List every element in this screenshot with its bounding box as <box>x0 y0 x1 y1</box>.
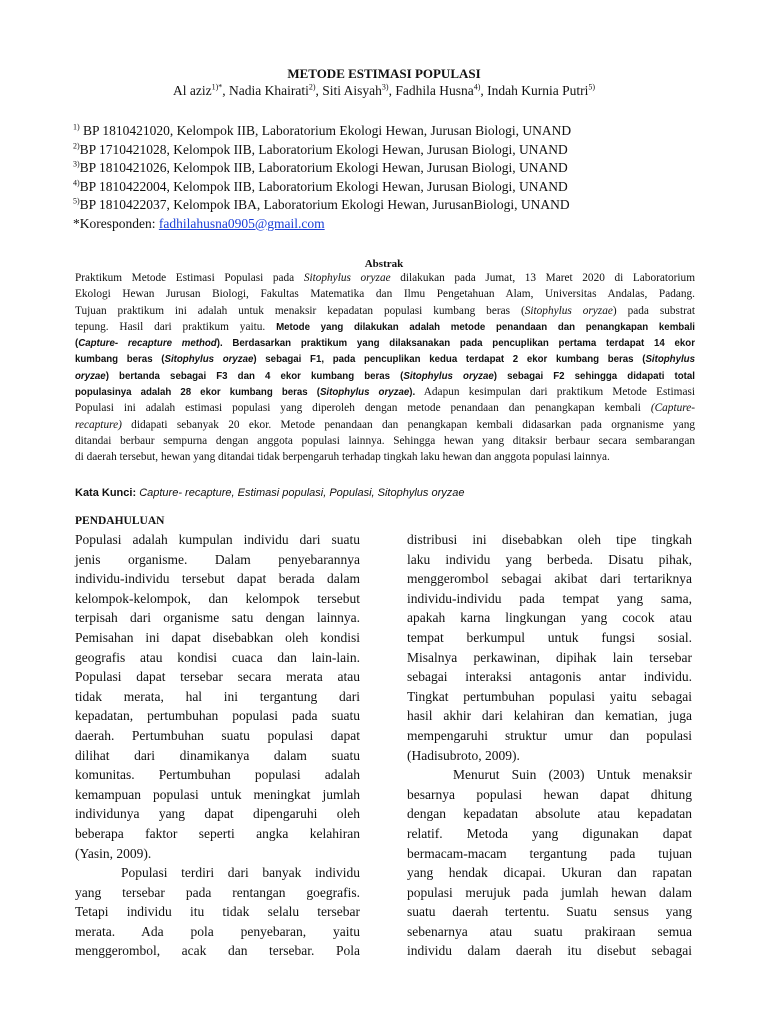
body-text-line: sebenarnya atau suatu prakiraan semua <box>407 923 692 939</box>
body-text-line: bermacam-macam tergantung pada tujuan <box>407 845 692 861</box>
affiliation-mark: 3) <box>73 159 80 169</box>
affiliation-text: BP 1810422004, Kelompok IIB, Laboratorium Ekologi Hewan, Jurusan Biologi, UNAND <box>79 178 568 194</box>
abstract-text-run: ( <box>75 338 79 350</box>
affiliation-text: BP 1810422037, Kelompok IBA, Laboratorium Ekologi Hewan, JurusanBiologi, UNAND <box>79 197 570 212</box>
abstract-text-run: tepung. Hasil dari praktikum yaitu. <box>75 320 277 333</box>
body-text-line: individunya yang dapat dipengaruhi oleh <box>75 806 360 822</box>
affiliation-line <box>73 122 571 141</box>
body-text-line: yang tersebar pada rentangan goegrafis. <box>75 884 360 900</box>
affiliation-text: BP 1810421026, Kelompok IIB, Laboratorium Ekologi Hewan, Jurusan Biologi, UNAND <box>79 160 568 175</box>
abstract-text-run: Tujuan praktikum ini adalah untuk menaksir kepadatan populasi kumbang beras ( <box>75 304 525 317</box>
author-separator: , <box>222 83 229 98</box>
affiliation-mark: 5) <box>73 196 80 206</box>
keywords-label: Kata Kunci: <box>75 487 140 499</box>
author-name: Fadhila Husna <box>395 83 474 98</box>
abstract-text-run: ditandai berbaur sempurna dengan anggota populasi lainnya. Sehingga hewan yang ditaksir berbaur secara sembarangan <box>75 434 695 447</box>
body-text-line: menggerombol, acak dan tersebar. Pola <box>75 943 360 959</box>
abstract-text-run: Sitophylus oryzae <box>319 387 410 399</box>
abstract-text-run: Sitophylus oryzae <box>403 370 494 382</box>
abstract-text-run: Metode yang dilakukan adalah metode penandaan dan penangkapan kembali <box>276 321 695 333</box>
body-text-line: (Hadisubroto, 2009). <box>407 747 520 763</box>
author-name: Nadia Khairati <box>229 83 309 98</box>
abstract-line <box>75 417 695 433</box>
section-heading: PENDAHULUAN <box>75 515 165 527</box>
abstract-line <box>75 286 695 302</box>
abstract-text-run: Praktikum Metode Estimasi Populasi pada <box>75 272 304 284</box>
abstract-line <box>75 351 695 367</box>
body-text-line: terpisah dari organisme satu dengan lainnya. <box>75 610 360 626</box>
correspondent-email-link[interactable]: fadhilahusna0905@gmail.com <box>158 215 325 231</box>
body-text-line: merata. Ada pola penyebaran, yaitu <box>75 923 360 939</box>
body-text-line: komunitas. Pertumbuhan populasi adalah <box>75 767 360 783</box>
body-text-line: jenis organisme. Dalam penyebarannya <box>75 551 360 567</box>
body-text-line: populasi merujuk pada jumlah hewan dalam <box>407 884 692 900</box>
author-affiliation-mark: 5) <box>588 82 596 92</box>
abstract-text-run: ) bertanda sebagai F3 dan 4 ekor kumbang beras ( <box>105 370 404 382</box>
body-text-line: Populasi terdiri dari banyak individu <box>121 865 360 881</box>
abstract-text-run: Adapun kesimpulan dari praktikum Metode Estimasi <box>415 386 695 399</box>
body-text-line: individu-individu pada tempat yang sama, <box>407 590 692 606</box>
body-text-line: individu dalam daerah itu disebut sebagai <box>407 943 692 959</box>
affiliation-mark: 1) <box>73 122 80 132</box>
abstract-heading: Abstrak <box>364 258 404 270</box>
keywords-line <box>75 487 464 499</box>
body-text-line: beberapa faktor seperti angka kelahiran <box>75 825 360 841</box>
abstract-text-run: Populasi ini adalah estimasi populasi yang diperoleh dengan metode penandaan dan penangkapan kembali <box>75 402 651 415</box>
body-text-line: Tingkat pertumbuhan populasi yaitu sebagai <box>407 688 692 704</box>
abstract-text-run: Sitophylus oryzae <box>524 304 613 317</box>
abstract-text-run: ). Berdasarkan praktikum yang dilaksanakan pada pencuplikan pertama terdapat 14 ekor <box>216 338 695 350</box>
abstract-text-run: ) sebagai F2 sehingga didapati total <box>493 370 695 382</box>
author-affiliation-mark: 2) <box>308 82 316 92</box>
abstract-text-run: Sitophylus oryzae <box>164 354 254 366</box>
affiliation-line <box>73 159 571 178</box>
right-column <box>407 530 692 961</box>
body-text-line: (Yasin, 2009). <box>75 845 152 861</box>
body-text-line: geografis atau kondisi cuaca dan lain-lain. <box>75 649 360 665</box>
affiliation-line <box>73 141 571 160</box>
author-name: Indah Kurnia Putri <box>487 83 589 98</box>
affiliation-mark: 2) <box>73 141 80 150</box>
body-text-line: Pemisahan ini dapat disebabkan oleh kondisi <box>75 629 360 645</box>
abstract-text-run: kumbang beras ( <box>75 354 165 366</box>
abstract-line <box>75 449 695 465</box>
abstract-text-run: ). <box>409 387 416 399</box>
author-name: Al aziz <box>172 83 212 98</box>
abstract-line <box>75 384 695 400</box>
body-text-line: menggerombol sebagai akibat dari tertariknya <box>407 571 692 587</box>
affiliation-text: BP 1810421020, Kelompok IIB, Laboratorium Ekologi Hewan, Jurusan Biologi, UNAND <box>79 123 572 138</box>
body-text-line: kemampuan populasi untuk meningkat jumlah <box>75 786 360 802</box>
body-text-line: sebagai interaksi antagonis antar individu. <box>407 669 692 685</box>
body-text-line: kelompok-kelompok, dan kelompok tersebut <box>75 590 360 606</box>
abstract-line <box>75 270 695 286</box>
abstract-line <box>75 400 695 416</box>
body-text-line: distribusi ini disebabkan oleh tipe tingkah <box>407 532 692 547</box>
abstract-text-run: recapture) <box>75 418 122 431</box>
body-text-line: kepadatan, pertumbuhan populasi pada suatu <box>75 708 360 724</box>
abstract-line <box>75 335 695 351</box>
abstract-text-run: dilakukan pada Jumat, 13 Maret 2020 di Laboratorium <box>390 272 695 284</box>
abstract-text-run: ) sebagai F1, pada pencuplikan kedua terdapat 2 ekor kumbang beras ( <box>253 354 646 366</box>
keywords-value: Capture- recapture, Estimasi populasi, Populasi, Sitophylus oryzae <box>139 487 465 499</box>
abstract-body <box>75 270 695 466</box>
author-list <box>0 83 768 99</box>
abstract-text-run: oryzae <box>75 370 106 382</box>
affiliation-list <box>73 122 571 233</box>
body-text-line: laku individu yang berbeda. Disatu pihak, <box>407 551 692 567</box>
abstract-text-run: ) pada substrat <box>612 304 695 317</box>
body-text-line: dilihat dari dinamikanya dalam suatu <box>75 747 360 763</box>
correspondent-label: *Koresponden: <box>73 215 159 231</box>
affiliation-mark: 4) <box>73 178 80 187</box>
abstract-text-run: (Capture- <box>650 402 695 415</box>
abstract-text-run: Sitophylus <box>645 354 695 366</box>
author-name: Siti Aisyah <box>322 83 382 98</box>
body-text-line: dengan kepadatan absolute atau kepadatan <box>407 806 692 822</box>
abstract-text-run: Capture- recapture method <box>78 338 217 350</box>
affiliation-line <box>73 178 571 197</box>
paper-title: METODE ESTIMASI POPULASI <box>287 66 481 81</box>
body-text-line: Populasi adalah kumpulan individu dari suatu <box>75 532 360 547</box>
abstract-line <box>75 368 695 384</box>
body-text-line: mempengaruhi struktur umur dan populasi <box>407 727 692 743</box>
body-text-line: Populasi dapat tersebar secara merata atau <box>75 669 360 685</box>
body-text-line: individu-individu tersebut dapat berada dalam <box>75 571 360 587</box>
body-text-line: tempat berkumpul untuk fungsi sosial. <box>407 629 692 645</box>
abstract-line <box>75 303 695 319</box>
affiliation-text: BP 1710421028, Kelompok IIB, Laboratorium Ekologi Hewan, Jurusan Biologi, UNAND <box>79 141 568 157</box>
body-text-line: Tetapi individu itu tidak selalu tersebar <box>75 904 360 920</box>
author-affiliation-mark: 4) <box>473 82 481 92</box>
abstract-line <box>75 319 695 335</box>
body-text-line: yang hendak dicapai. Ukuran dan rapatan <box>407 865 692 881</box>
body-text-line: hasil akhir dari kelahiran dan kematian, juga <box>407 708 692 724</box>
correspondent-line <box>73 215 571 234</box>
body-text-line: suatu daerah tertentu. Suatu sensus yang <box>407 904 692 920</box>
body-text-line: Menurut Suin (2003) Untuk menaksir <box>453 767 692 783</box>
body-text-line: besarnya populasi hewan dapat dhitung <box>407 786 692 802</box>
abstract-text-run: di daerah tersebut, hewan yang ditandai tidak berpengaruh terhadap tingkah laku hewan dan anggota populasi lainnya. <box>75 451 610 464</box>
body-text-line: daerah. Pertumbuhan suatu populasi dapat <box>75 727 360 743</box>
abstract-text-run: Ekologi Hewan Jurusan Biologi, Fakultas Matematika dan Ilmu Pengetahuan Alam, Universitas Andalas, Padang. <box>75 288 695 301</box>
author-affiliation-mark: 1)* <box>211 82 223 92</box>
left-column <box>75 530 360 961</box>
author-separator: , <box>315 83 323 98</box>
body-text-line: apakah karna lingkungan yang cocok atau <box>407 610 692 626</box>
abstract-line <box>75 433 695 449</box>
affiliation-line <box>73 196 571 215</box>
author-separator: , <box>480 83 488 98</box>
author-separator: , <box>388 83 396 98</box>
author-affiliation-mark: 3) <box>381 82 389 92</box>
abstract-text-run: Sitophylus oryzae <box>303 272 391 284</box>
abstract-text-run: didapati sebanyak 20 ekor. Metode penandaan dan penangkapan kembali didasarkan pada orgnanisme yang <box>121 418 695 431</box>
body-text-line: tidak merata, hal ini tergantung dari <box>75 688 360 704</box>
abstract-text-run: populasinya adalah 28 ekor kumbang beras ( <box>75 387 320 399</box>
body-text-line: relatif. Metoda yang digunakan dapat <box>407 825 692 841</box>
body-text-line: Misalnya perkawinan, dipihak lain tersebar <box>407 649 692 665</box>
